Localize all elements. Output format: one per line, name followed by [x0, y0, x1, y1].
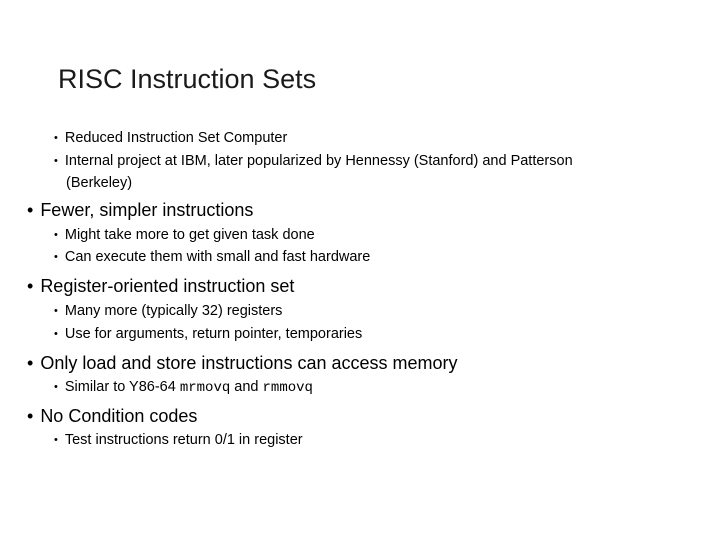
bullet-icon: •	[27, 276, 34, 296]
main-bullet-2-text: Register-oriented instruction set	[40, 276, 295, 296]
sub-bullet-3-1-and: and	[234, 379, 259, 395]
slide-title: RISC Instruction Sets	[58, 64, 317, 94]
sub-bullet-1-1	[54, 227, 315, 243]
main-bullet-1	[27, 200, 253, 221]
sub-bullet-3-1-prefix: Similar to Y86-64	[64, 379, 176, 395]
bullet-icon: •	[54, 132, 58, 144]
main-bullet-2	[27, 276, 294, 297]
bullet-icon: •	[54, 381, 58, 393]
intro-bullet-2-cont: (Berkeley)	[66, 175, 133, 191]
sub-bullet-2-1	[54, 303, 282, 319]
bullet-icon: •	[54, 328, 58, 340]
bullet-icon: •	[54, 251, 58, 263]
intro-bullet-2-text: Internal project at IBM, later popularized by Hennessy (Stanford) and Patterson	[64, 153, 573, 169]
bullet-icon: •	[27, 353, 34, 373]
sub-bullet-3-1	[54, 379, 313, 396]
main-bullet-4	[27, 406, 197, 427]
bullet-icon: •	[54, 305, 58, 317]
sub-bullet-1-1-text: Might take more to get given task done	[64, 227, 315, 243]
sub-bullet-2-2	[54, 326, 362, 342]
main-bullet-3-text: Only load and store instructions can access memory	[40, 353, 458, 373]
bullet-icon: •	[27, 406, 34, 426]
bullet-icon: •	[54, 155, 58, 167]
bullet-icon: •	[54, 229, 58, 241]
intro-bullet-1-text: Reduced Instruction Set Computer	[64, 130, 288, 146]
intro-bullet-1	[54, 130, 287, 146]
bullet-icon: •	[27, 200, 34, 220]
code-rmmovq: rmmovq	[262, 380, 313, 396]
sub-bullet-4-1	[54, 432, 303, 448]
main-bullet-3	[27, 353, 458, 374]
main-bullet-1-text: Fewer, simpler instructions	[40, 200, 254, 220]
sub-bullet-1-2	[54, 249, 370, 265]
sub-bullet-1-2-text: Can execute them with small and fast hardware	[64, 249, 371, 265]
bullet-icon: •	[54, 434, 58, 446]
code-mrmovq: mrmovq	[179, 380, 231, 396]
intro-bullet-2	[54, 153, 573, 169]
sub-bullet-2-2-text: Use for arguments, return pointer, temporaries	[64, 326, 363, 342]
sub-bullet-2-1-text: Many more (typically 32) registers	[64, 303, 283, 319]
sub-bullet-4-1-text: Test instructions return 0/1 in register	[64, 432, 303, 448]
main-bullet-4-text: No Condition codes	[40, 406, 198, 426]
